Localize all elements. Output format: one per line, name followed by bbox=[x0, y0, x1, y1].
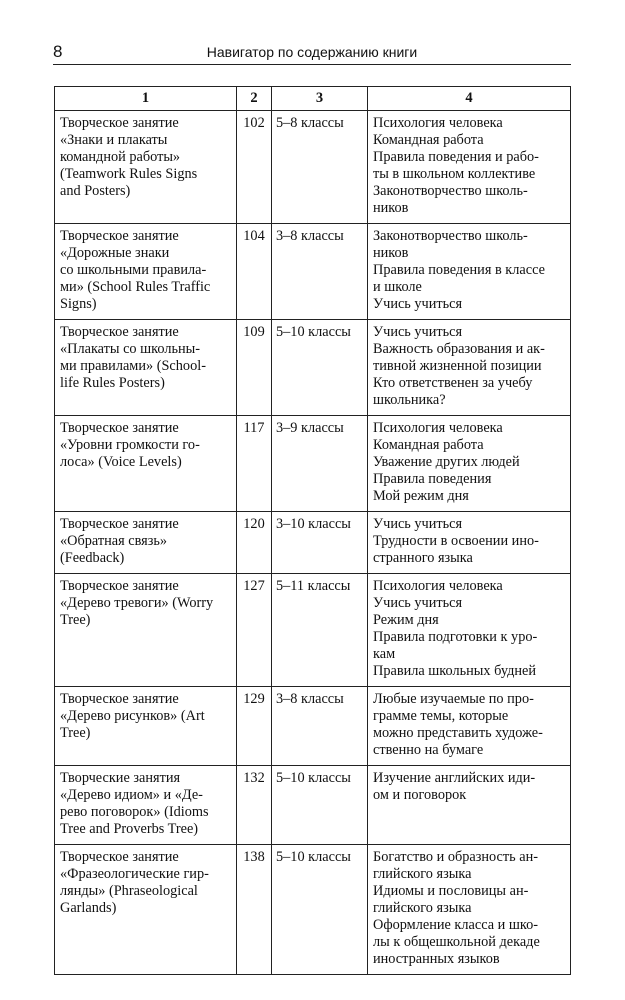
topic-line: ты в школьном коллективе bbox=[373, 166, 536, 182]
column-header-1: 1 bbox=[55, 87, 237, 111]
column-header-2: 2 bbox=[237, 87, 272, 111]
activity-title-line: Творческое занятие bbox=[60, 228, 179, 244]
topic-line: Командная работа bbox=[373, 132, 484, 148]
topic-line: Командная работа bbox=[373, 437, 484, 453]
topic-line: иностранных языков bbox=[373, 951, 500, 967]
table-body bbox=[55, 111, 571, 975]
topic-line: кам bbox=[373, 646, 396, 662]
page-number-cell: 138 bbox=[237, 845, 272, 975]
table-row bbox=[55, 224, 571, 320]
topics-cell bbox=[368, 845, 571, 975]
activity-title-line: (Feedback) bbox=[60, 550, 125, 566]
activity-title-line: Tree) bbox=[60, 612, 91, 628]
topic-line: можно представить художе- bbox=[373, 725, 543, 741]
topic-line: школьника? bbox=[373, 392, 446, 408]
column-header-4: 4 bbox=[368, 87, 571, 111]
table-row bbox=[55, 845, 571, 975]
page-number-cell: 117 bbox=[237, 416, 272, 512]
page-number: 8 bbox=[53, 42, 63, 61]
topic-line: тивной жизненной позиции bbox=[373, 358, 542, 374]
page-number-cell: 109 bbox=[237, 320, 272, 416]
topics-cell bbox=[368, 687, 571, 766]
activity-title-line: «Дерево идиом» и «Де- bbox=[60, 787, 203, 803]
activity-title-cell bbox=[55, 766, 237, 845]
topic-line: Психология человека bbox=[373, 420, 503, 436]
topic-line: Уважение других людей bbox=[373, 454, 520, 470]
table-row bbox=[55, 687, 571, 766]
activity-title-cell bbox=[55, 111, 237, 224]
activity-title-line: Творческое занятие bbox=[60, 324, 179, 340]
topic-line: грамме темы, которые bbox=[373, 708, 509, 724]
table-row bbox=[55, 574, 571, 687]
activity-title-cell bbox=[55, 320, 237, 416]
page-number-cell: 127 bbox=[237, 574, 272, 687]
activity-title-cell bbox=[55, 512, 237, 574]
topic-line: Правила подготовки к уро- bbox=[373, 629, 538, 645]
topic-line: Правила поведения в классе bbox=[373, 262, 545, 278]
topic-line: ом и поговорок bbox=[373, 787, 467, 803]
activity-title-line: лоса» (Voice Levels) bbox=[60, 454, 182, 470]
activity-title-line: со школьными правила- bbox=[60, 262, 207, 278]
topics-cell bbox=[368, 224, 571, 320]
topics-cell bbox=[368, 320, 571, 416]
contents-table bbox=[54, 86, 571, 975]
activity-title-line: Garlands) bbox=[60, 900, 117, 916]
activity-title-line: Творческое занятие bbox=[60, 691, 179, 707]
grades-cell: 5–10 классы bbox=[272, 845, 368, 975]
topic-line: и школе bbox=[373, 279, 422, 295]
topics-cell bbox=[368, 574, 571, 687]
topic-line: ственно на бумаге bbox=[373, 742, 484, 758]
topic-line: Трудности в освоении ино- bbox=[373, 533, 539, 549]
activity-title-line: лянды» (Phraseological bbox=[60, 883, 198, 899]
activity-title-line: «Уровни громкости го- bbox=[60, 437, 200, 453]
activity-title-line: Творческое занятие bbox=[60, 115, 179, 131]
activity-title-line: and Posters) bbox=[60, 183, 131, 199]
activity-title-line: ми» (School Rules Traffic bbox=[60, 279, 211, 295]
grades-cell: 5–8 классы bbox=[272, 111, 368, 224]
topic-line: Учись учиться bbox=[373, 516, 463, 532]
topic-line: Психология человека bbox=[373, 115, 503, 131]
topic-line: Правила школьных будней bbox=[373, 663, 536, 679]
topics-cell bbox=[368, 111, 571, 224]
table-row bbox=[55, 320, 571, 416]
activity-title-line: рево поговорок» (Idioms bbox=[60, 804, 209, 820]
grades-cell: 3–9 классы bbox=[272, 416, 368, 512]
topic-line: Правила поведения bbox=[373, 471, 492, 487]
topic-line: Оформление класса и шко- bbox=[373, 917, 538, 933]
topics-cell bbox=[368, 512, 571, 574]
topic-line: Богатство и образность ан- bbox=[373, 849, 538, 865]
activity-title-cell bbox=[55, 845, 237, 975]
topic-line: Любые изучаемые по про- bbox=[373, 691, 534, 707]
activity-title-line: Творческое занятие bbox=[60, 516, 179, 532]
topic-line: Законотворчество школь- bbox=[373, 228, 528, 244]
grades-cell: 3–10 классы bbox=[272, 512, 368, 574]
topics-cell bbox=[368, 766, 571, 845]
grades-cell: 5–10 классы bbox=[272, 320, 368, 416]
activity-title-line: Творческое занятие bbox=[60, 420, 179, 436]
activity-title-cell bbox=[55, 224, 237, 320]
table-row bbox=[55, 111, 571, 224]
topic-line: ников bbox=[373, 200, 409, 216]
table-row bbox=[55, 512, 571, 574]
page-number-cell: 104 bbox=[237, 224, 272, 320]
topic-line: Учись учиться bbox=[373, 296, 463, 312]
grades-cell: 3–8 классы bbox=[272, 224, 368, 320]
activity-title-line: Творческие занятия bbox=[60, 770, 181, 786]
page-number-cell: 129 bbox=[237, 687, 272, 766]
activity-title-cell bbox=[55, 687, 237, 766]
topic-line: Важность образования и ак- bbox=[373, 341, 545, 357]
activity-title-line: «Плакаты со школьны- bbox=[60, 341, 201, 357]
topic-line: лы к общешкольной декаде bbox=[373, 934, 540, 950]
topic-line: Мой режим дня bbox=[373, 488, 469, 504]
activity-title-line: «Дорожные знаки bbox=[60, 245, 170, 261]
topic-line: ников bbox=[373, 245, 409, 261]
activity-title-line: Творческое занятие bbox=[60, 849, 179, 865]
topic-line: Психология человека bbox=[373, 578, 503, 594]
topic-line: Режим дня bbox=[373, 612, 439, 628]
activity-title-line: «Фразеологические гир- bbox=[60, 866, 209, 882]
activity-title-line: ми правилами» (School- bbox=[60, 358, 206, 374]
topic-line: Учись учиться bbox=[373, 324, 463, 340]
activity-title-line: Tree) bbox=[60, 725, 91, 741]
table-row bbox=[55, 766, 571, 845]
page-number-cell: 102 bbox=[237, 111, 272, 224]
grades-cell: 5–10 классы bbox=[272, 766, 368, 845]
topic-line: Изучение английских иди- bbox=[373, 770, 536, 786]
topic-line: Учись учиться bbox=[373, 595, 463, 611]
grades-cell: 3–8 классы bbox=[272, 687, 368, 766]
activity-title-cell bbox=[55, 416, 237, 512]
topic-line: Правила поведения и рабо- bbox=[373, 149, 539, 165]
activity-title-line: (Teamwork Rules Signs bbox=[60, 166, 198, 182]
activity-title-line: «Дерево тревоги» (Worry bbox=[60, 595, 214, 611]
activity-title-line: Творческое занятие bbox=[60, 578, 179, 594]
running-title: Навигатор по содержанию книги bbox=[206, 44, 418, 60]
topics-cell bbox=[368, 416, 571, 512]
topic-line: глийского языка bbox=[373, 866, 472, 882]
activity-title-line: «Знаки и плакаты bbox=[60, 132, 168, 148]
activity-title-line: Signs) bbox=[60, 296, 97, 312]
activity-title-line: life Rules Posters) bbox=[60, 375, 165, 391]
topic-line: Кто ответственен за учебу bbox=[373, 375, 533, 391]
topic-line: странного языка bbox=[373, 550, 473, 566]
page-number-cell: 132 bbox=[237, 766, 272, 845]
activity-title-line: «Обратная связь» bbox=[60, 533, 168, 549]
activity-title-line: «Дерево рисунков» (Art bbox=[60, 708, 205, 724]
table-header-row bbox=[55, 87, 571, 111]
grades-cell: 5–11 классы bbox=[272, 574, 368, 687]
topic-line: Идиомы и пословицы ан- bbox=[373, 883, 529, 899]
activity-title-cell bbox=[55, 574, 237, 687]
running-header bbox=[53, 40, 571, 65]
topic-line: Законотворчество школь- bbox=[373, 183, 528, 199]
topic-line: глийского языка bbox=[373, 900, 472, 916]
activity-title-line: командной работы» bbox=[60, 149, 181, 165]
table-row bbox=[55, 416, 571, 512]
column-header-3: 3 bbox=[272, 87, 368, 111]
page-number-cell: 120 bbox=[237, 512, 272, 574]
activity-title-line: Tree and Proverbs Tree) bbox=[60, 821, 199, 837]
